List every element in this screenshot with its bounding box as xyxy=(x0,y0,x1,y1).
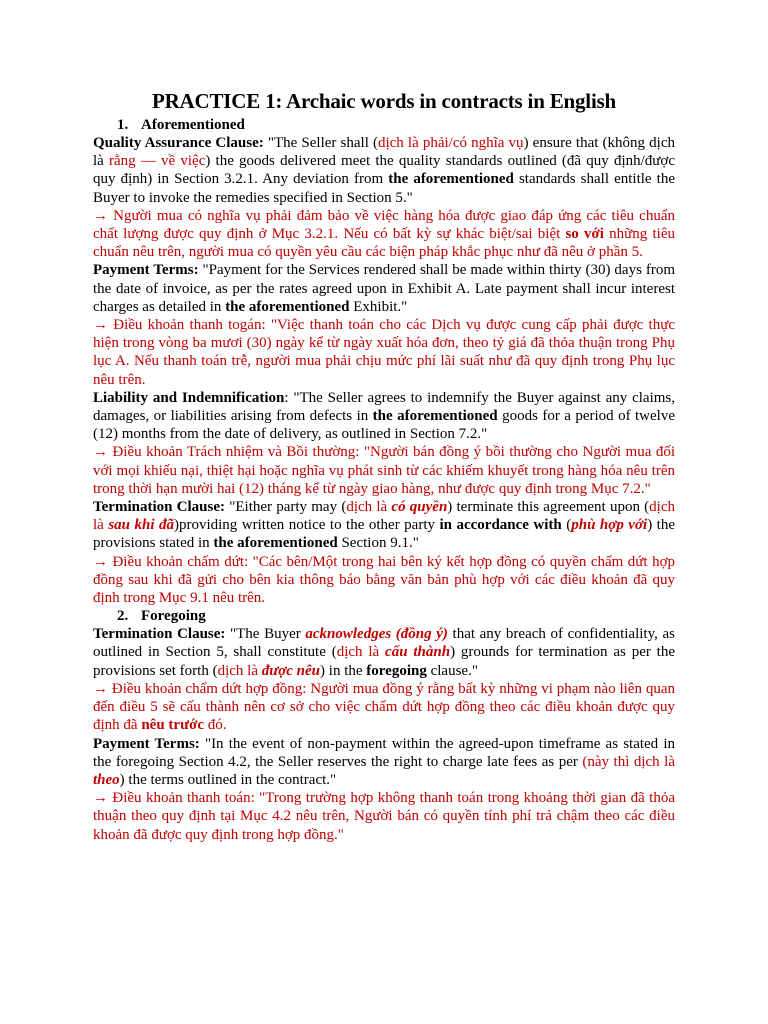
clause-label: Termination Clause: xyxy=(93,499,226,516)
highlighted-term: the aforementioned xyxy=(388,171,514,188)
translation-note: dịch là phải/có nghĩa vụ xyxy=(377,135,524,151)
translation-note-term: có quyền xyxy=(391,499,448,516)
translation-note-term: acknowledges (đồng ý) xyxy=(305,626,448,643)
clause-label: Termination Clause: xyxy=(93,626,226,643)
section-heading-aforementioned: 1. Aforementioned xyxy=(117,117,245,133)
translation-note-term: được nêu xyxy=(261,662,321,679)
english-paragraph: Payment Terms: "Payment for the Services rendered shall be made within thirty (30) days from the date of invoice, as per the rates agreed upon in Exhibit A. Late payment shall incur interest charges as detailed in the aforementioned Exhibit." xyxy=(93,262,676,315)
translation-note: dịch là xyxy=(217,662,262,679)
translation-note: dịch là xyxy=(336,644,386,661)
translation-note-term: theo xyxy=(93,771,120,788)
translation-note: rằng — về việc xyxy=(109,153,206,170)
highlighted-term: the aforementioned xyxy=(213,535,338,552)
highlighted-term: in accordance with xyxy=(439,517,562,534)
clause-label: Quality Assurance Clause: xyxy=(93,135,264,151)
clause-label: Liability and Indemnification xyxy=(93,389,285,406)
english-paragraph: Termination Clause: "Either party may (dịch là có quyền) terminate this agreement upon (dịch là sau khi đã)providing written notice to the other party in accordance with (phù hợp với) the provisions stated in the aforementioned Section 9.1." xyxy=(93,499,675,552)
vietnamese-translation: → Điều khoản Trách nhiệm và Bồi thường: "Người bán đồng ý bồi thường cho Người mua đối với mọi khiếu nại, thiệt hại hoặc nghĩa vụ phát sinh từ các khiếm khuyết trong hàng hóa nêu trên trong thời hạn mười hai (12) tháng kể từ ngày giao hàng, như được quy định trong Mục 7.2." xyxy=(93,444,675,497)
vietnamese-translation: → Điều khoản chấm dứt hợp đồng: Người mua đồng ý rằng bất kỳ những vi phạm nào liên quan đến điều 5 sẽ cấu thành nên cơ sở cho việc chấm dứt hợp đồng theo các điều khoản được quy định đã nêu trước đó. xyxy=(93,680,675,734)
page-title: PRACTICE 1: Archaic words in contracts in English xyxy=(151,89,617,113)
section-heading-foregoing: 2. Foregoing xyxy=(117,608,206,625)
translation-note: dịch là xyxy=(93,499,675,534)
translation-note: (này thì dịch là xyxy=(582,753,675,770)
clause-label: Payment Terms: xyxy=(93,735,200,752)
translation-note-term: cấu thành xyxy=(385,644,451,661)
translation-note: dịch là xyxy=(346,499,392,516)
highlighted-term: the aforementioned xyxy=(372,408,498,425)
english-paragraph: Quality Assurance Clause: "The Seller shall (dịch là phải/có nghĩa vụ) ensure that (không dịch là rằng — về việc) the goods delivered meet the quality standards outlined (đã quy định/được quy định) in Section 3.2.1. Any deviation from the aforementioned standards shall entitle the Buyer to invoke the remedies specified in Section 5." xyxy=(93,135,675,206)
english-paragraph: Termination Clause: "The Buyer acknowledges (đồng ý) that any breach of confidentiality, as outlined in Section 5, shall constitute (dịch là cấu thành) grounds for termination as per the provisions set forth (dịch là được nêu) in the foregoing clause." xyxy=(93,626,676,679)
vietnamese-translation: → Điều khoản thanh toán: "Trong trường hợp không thanh toán trong khoảng thời gian đã thỏa thuận theo quy định tại Mục 4.2 nêu trên, Người bán có quyền tính phí trả chậm theo các điều khoản đã được quy định trong hợp đồng." xyxy=(93,790,675,843)
english-paragraph: Payment Terms: "In the event of non-payment within the agreed-upon timeframe as stated in the foregoing Section 4.2, the Seller reserves the right to charge late fees as per (này thì dịch là theo) the terms outlined in the contract." xyxy=(93,735,675,788)
highlighted-term: foregoing xyxy=(366,662,427,679)
translation-note-term: sau khi đã xyxy=(108,517,174,534)
clause-label: Payment Terms: xyxy=(93,262,199,279)
english-paragraph: Liability and Indemnification: "The Seller agrees to indemnify the Buyer against any claims, damages, or liabilities arising from defects in the aforementioned goods for a period of twelve (12) months from the date of delivery, as outlined in Section 7.2." xyxy=(93,389,675,443)
vietnamese-translation: → Người mua có nghĩa vụ phải đảm bảo về việc hàng hóa được giao đáp ứng các tiêu chuẩn chất lượng được quy định ở Mục 3.2.1. Nếu có bất kỳ sự khác biệt/sai biệt so với những tiêu chuẩn nêu trên, người mua có quyền yêu cầu các biện pháp khắc phục như đã nêu ở phần 5. xyxy=(93,207,675,261)
vietnamese-translation: → Điều khoản chấm dứt: "Các bên/Một trong hai bên ký kết hợp đồng có quyền chấm dứt hợp đồng sau khi đã gửi cho bên kia thông báo bằng văn bản phù hợp với các điều khoản đã quy định trong Mục 9.1 nêu trên. xyxy=(93,553,675,607)
vietnamese-translation: → Điều khoản thanh togán: "Việc thanh toán cho các Dịch vụ được cung cấp phải được thực hiện trong vòng ba mươi (30) ngày kể từ ngày xuất hóa đơn, theo tỷ giá đã thỏa thuận trong Phụ lục A. Nếu thanh toán trễ, người mua phải chịu mức phí lãi suất như đã quy định trong Phụ lục nêu trên. xyxy=(93,317,675,388)
highlighted-term: the aforementioned xyxy=(225,298,350,315)
translation-note-term: phù hợp với xyxy=(571,517,648,534)
